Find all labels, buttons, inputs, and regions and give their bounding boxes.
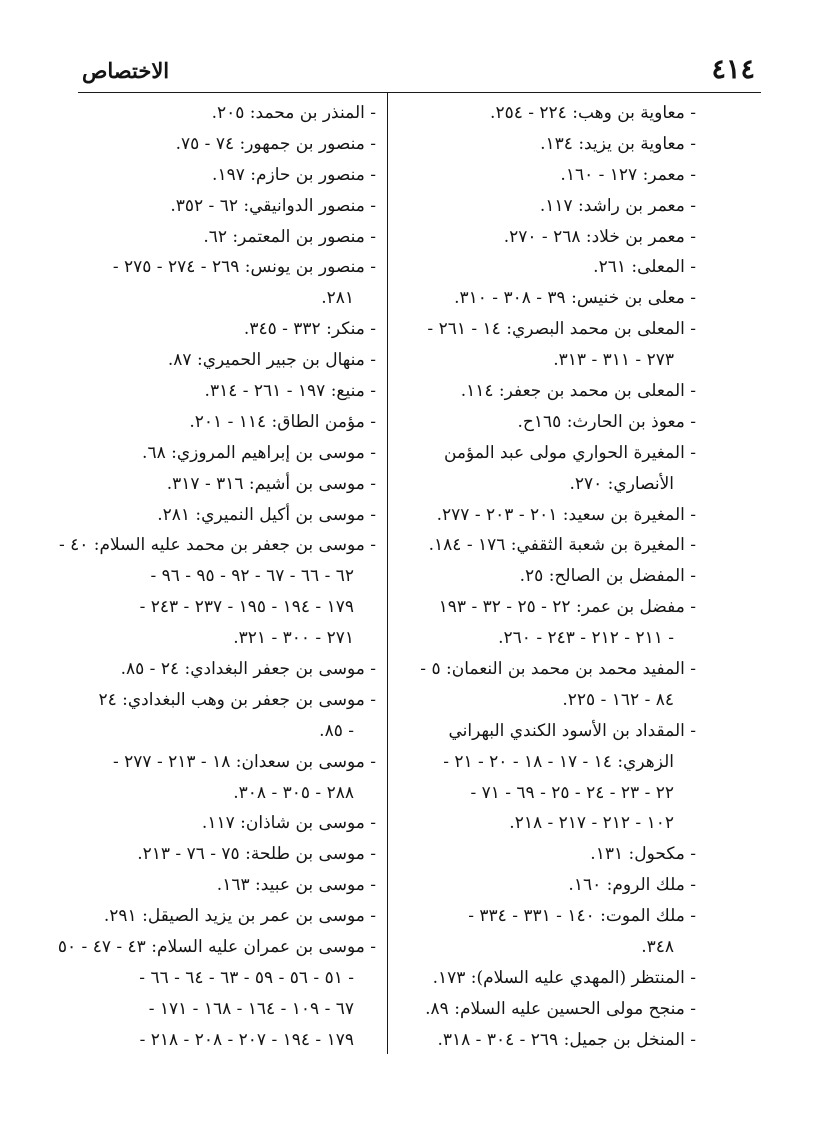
index-entry: - معمر: ١٢٧ - ١٦٠. — [560, 164, 696, 185]
page-number: ٤١٤ — [711, 54, 755, 85]
index-entry-continuation: ٣٤٨. — [641, 937, 674, 958]
index-entry-continuation: - ٢١١ - ٢١٢ - ٢٤٣ - ٢٦٠. — [498, 628, 674, 649]
running-title: الاختصاص — [82, 58, 170, 83]
index-entry: - معاوية بن وهب: ٢٢٤ - ٢٥٤. — [490, 103, 696, 123]
index-entry-continuation: ١٧٩ - ١٩٤ - ٢٠٧ - ٢٠٨ - ٢١٨ - — [139, 1029, 354, 1050]
index-entry-continuation: ١٧٩ - ١٩٤ - ١٩٥ - ٢٣٧ - ٢٤٣ - — [139, 597, 354, 618]
index-entry-continuation: الأنصاري: ٢٧٠. — [569, 473, 674, 494]
index-entry: - منجح مولى الحسين عليه السلام: ٨٩. — [425, 998, 696, 1019]
index-entry-continuation: ٦٢ - ٦٦ - ٦٧ - ٩٢ - ٩٥ - ٩٦ - — [150, 566, 354, 587]
index-entry: - منصور الدوانيقي: ٦٢ - ٣٥٢. — [170, 195, 376, 216]
index-entry: - منصور بن المعتمر: ٦٢. — [203, 226, 376, 247]
index-column-left — [57, 98, 376, 1056]
index-entry-continuation: ٨٤ - ١٦٢ - ٢٢٥. — [562, 689, 674, 710]
index-entry: - المغيرة الحواري مولى عبد المؤمن — [443, 442, 696, 463]
index-entry: - مؤمن الطاق: ١١٤ - ٢٠١. — [189, 411, 376, 432]
index-entry: - المعلى بن محمد البصري: ١٤ - ٢٦١ - — [427, 319, 696, 340]
index-entry: - المعلى بن محمد بن جعفر: ١١٤. — [460, 381, 696, 402]
index-entry: - المنتظر (المهدي عليه السلام): ١٧٣. — [432, 967, 696, 988]
index-entry: - موسى بن أشيم: ٣١٦ - ٣١٧. — [166, 473, 376, 494]
index-entry-continuation: - ٨٥. — [319, 720, 354, 741]
index-entry: - ملك الموت: ١٤٠ - ٣٣١ - ٣٣٤ - — [468, 906, 696, 927]
index-entry: - موسى بن إبراهيم المروزي: ٦٨. — [142, 442, 376, 463]
index-entry: - معلى بن خنيس: ٣٩ - ٣٠٨ - ٣١٠. — [454, 288, 696, 309]
index-entry: - موسى بن سعدان: ١٨ - ٢١٣ - ٢٧٧ - — [113, 751, 376, 772]
index-entry: - ملك الروم: ١٦٠. — [568, 875, 696, 896]
index-entry-continuation: الزهري: ١٤ - ١٧ - ١٨ - ٢٠ - ٢١ - — [443, 751, 674, 772]
index-entry: - معمر بن راشد: ١١٧. — [539, 195, 696, 216]
index-entry: - المغيرة بن شعبة الثقفي: ١٧٦ - ١٨٤. — [428, 535, 696, 556]
index-entry-continuation: ٦٧ - ١٠٩ - ١٦٤ - ١٦٨ - ١٧١ - — [148, 998, 354, 1019]
index-entry: - معاوية بن يزيد: ١٣٤. — [540, 133, 696, 154]
column-divider — [387, 92, 388, 1054]
index-entry-continuation: ٢٨١. — [321, 288, 354, 309]
index-entry: - منكر: ٣٣٢ - ٣٤٥. — [243, 319, 376, 340]
index-entry: - منهال بن جبير الحميري: ٨٧. — [167, 350, 376, 371]
index-entry: - المعلى: ٢٦١. — [593, 257, 696, 278]
index-entry: - موسى بن عبيد: ١٦٣. — [216, 875, 376, 896]
index-entry-continuation: ٢٧٣ - ٣١١ - ٣١٣. — [553, 350, 674, 371]
index-entry: - المنذر بن محمد: ٢٠٥. — [211, 103, 376, 123]
index-entry: - المنخل بن جميل: ٢٦٩ - ٣٠٤ - ٣١٨. — [437, 1029, 696, 1050]
index-entry: - موسى بن عمران عليه السلام: ٤٣ - ٤٧ - ٥٠ — [57, 937, 376, 958]
index-entry: - معوذ بن الحارث: ١٦٥ح. — [517, 411, 696, 432]
index-entry: - موسى بن جعفر بن وهب البغدادي: ٢٤ — [98, 689, 376, 710]
index-entry: - مكحول: ١٣١. — [590, 844, 696, 865]
index-entry: - منصور بن جمهور: ٧٤ - ٧٥. — [175, 133, 376, 154]
index-entry: - المغيرة بن سعيد: ٢٠١ - ٢٠٣ - ٢٧٧. — [436, 504, 696, 525]
index-entry: - موسى بن جعفر البغدادي: ٢٤ - ٨٥. — [120, 659, 376, 680]
index-entry: - المفضل بن الصالح: ٢٥. — [519, 566, 696, 587]
index-entry: - المفيد محمد بن محمد بن النعمان: ٥ - — [420, 659, 696, 680]
index-entry-continuation: ٢٢ - ٢٣ - ٢٤ - ٢٥ - ٦٩ - ٧١ - — [470, 782, 674, 803]
index-entry: - معمر بن خلاد: ٢٦٨ - ٢٧٠. — [503, 226, 696, 247]
index-entry-continuation: ٢٧١ - ٣٠٠ - ٣٢١. — [233, 628, 354, 649]
page-header — [78, 52, 761, 90]
header-rule — [78, 92, 761, 93]
index-entry: - موسى بن عمر بن يزيد الصيقل: ٢٩١. — [103, 906, 376, 927]
index-entry: - المقداد بن الأسود الكندي البهراني — [448, 720, 696, 741]
index-entry: - موسى بن شاذان: ١١٧. — [201, 813, 376, 834]
index-entry: - منيع: ١٩٧ - ٢٦١ - ٣١٤. — [204, 381, 376, 402]
index-entry: - منصور بن حازم: ١٩٧. — [212, 164, 376, 185]
index-entry: - موسى بن طلحة: ٧٥ - ٧٦ - ٢١٣. — [137, 844, 376, 865]
index-entry: - مفضل بن عمر: ٢٢ - ٢٥ - ٣٢ - ١٩٣ — [438, 597, 696, 618]
index-entry-continuation: ١٠٢ - ٢١٢ - ٢١٧ - ٢١٨. — [509, 813, 674, 834]
index-entry: - موسى بن جعفر بن محمد عليه السلام: ٤٠ - — [58, 535, 376, 556]
index-entry: - منصور بن يونس: ٢٦٩ - ٢٧٤ - ٢٧٥ - — [112, 257, 376, 278]
index-entry-continuation: - ٥١ - ٥٦ - ٥٩ - ٦٣ - ٦٤ - ٦٦ - — [139, 967, 354, 988]
index-entry-continuation: ٢٨٨ - ٣٠٥ - ٣٠٨. — [233, 782, 354, 803]
index-column-right — [400, 98, 696, 1056]
index-entry: - موسى بن أكيل النميري: ٢٨١. — [157, 504, 376, 525]
